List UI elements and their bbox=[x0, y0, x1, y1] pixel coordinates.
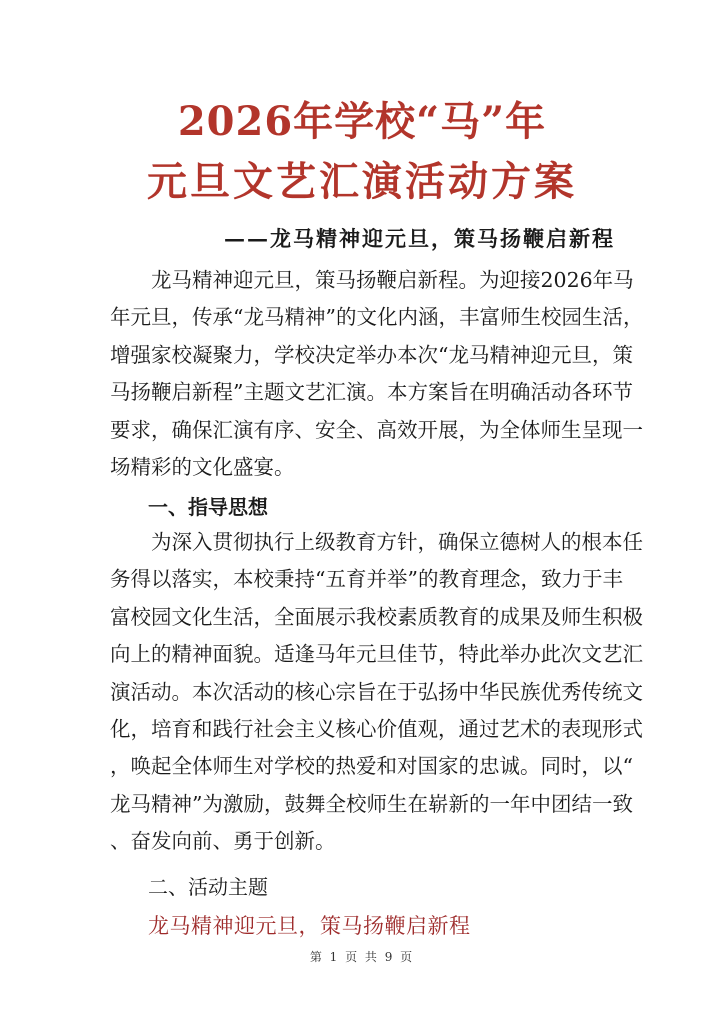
text-line: 龙马精神迎元旦，策马扬鞭启新程。为迎接2026年马 bbox=[110, 268, 634, 292]
section-heading-activity-theme: 二、活动主题 bbox=[148, 875, 268, 899]
guiding-ideology-paragraph bbox=[110, 524, 643, 861]
text-line: 要求，确保汇演有序、安全、高效开展，为全体师生呈现一 bbox=[110, 417, 643, 442]
text-line: 、奋发向前、勇于创新。 bbox=[110, 829, 336, 854]
text-line: 增强家校凝聚力，学校决定举办本次“龙马精神迎元旦，策 bbox=[110, 342, 633, 367]
activity-theme-text: 龙马精神迎元旦，策马扬鞭启新程 bbox=[148, 914, 471, 938]
text-line: 务得以落实，本校秉持“五育并举”的教育理念，致力于丰 bbox=[110, 567, 623, 592]
document-title-line1: 2026年学校“马”年 bbox=[177, 98, 547, 145]
text-line: ，唤起全体师生对学校的热爱和对国家的忠诚。同时，以“ bbox=[110, 754, 633, 779]
text-line: 化，培育和践行社会主义核心价值观，通过艺术的表现形式 bbox=[110, 717, 643, 742]
text-line: 向上的精神面貌。适逢马年元旦佳节，特此举办此次文艺汇 bbox=[110, 642, 643, 667]
page-number-footer: 第 1 页 共 9 页 bbox=[309, 950, 415, 964]
text-line: 龙马精神”为激励，鼓舞全校师生在崭新的一年中团结一致 bbox=[110, 791, 633, 816]
text-line: 演活动。本次活动的核心宗旨在于弘扬中华民族优秀传统文 bbox=[110, 679, 643, 704]
text-line: 为深入贯彻执行上级教育方针，确保立德树人的根本任 bbox=[110, 530, 643, 554]
text-line: 年元旦，传承“龙马精神”的文化内涵，丰富师生校园生活， bbox=[110, 305, 644, 330]
document-title-line2: 元旦文艺汇演活动方案 bbox=[147, 158, 577, 205]
section-heading-guiding-ideology: 一、指导思想 bbox=[148, 495, 268, 519]
document-subtitle: ——龙马精神迎元旦，策马扬鞭启新程 bbox=[224, 226, 615, 251]
text-line: 富校园文化生活，全面展示我校素质教育的成果及师生积极 bbox=[110, 604, 643, 629]
text-line: 场精彩的文化盛宴。 bbox=[110, 455, 295, 480]
text-line: 马扬鞭启新程”主题文艺汇演。本方案旨在明确活动各环节 bbox=[110, 380, 633, 405]
intro-paragraph bbox=[110, 262, 644, 486]
